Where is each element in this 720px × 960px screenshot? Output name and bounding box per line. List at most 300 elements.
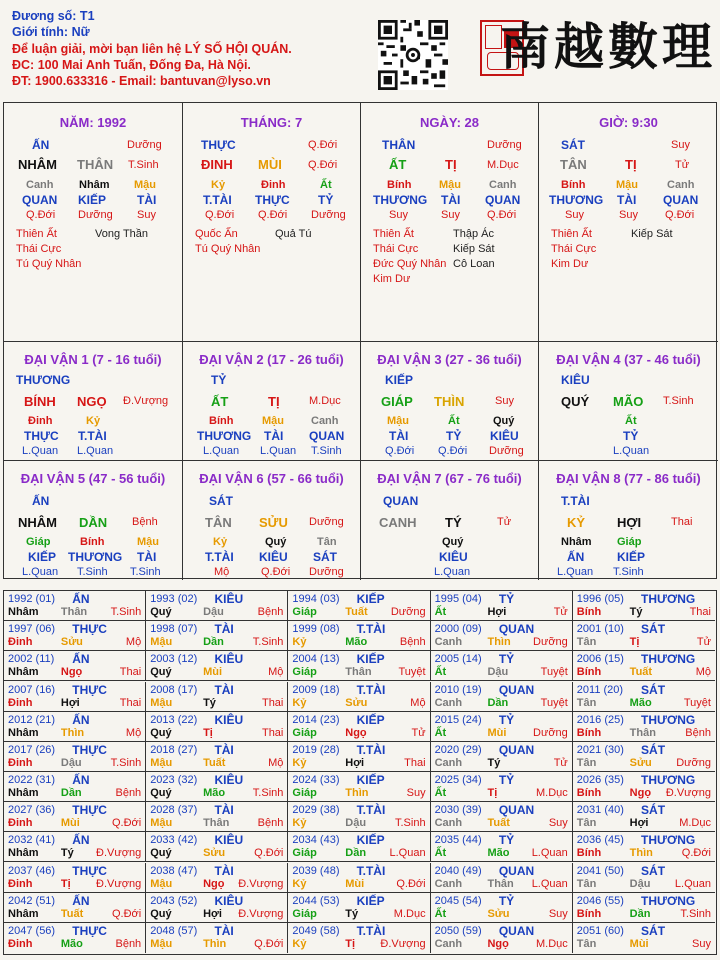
year-stem: Ất — [434, 787, 447, 799]
hidden-stage: Q.Đới — [258, 209, 288, 221]
year-ten-god: THỰC — [72, 863, 107, 878]
year-stage: T.Sinh — [252, 787, 284, 799]
year-cell — [146, 863, 288, 893]
pillar-stage: Dưỡng — [487, 139, 522, 151]
hidden-stage: L.Quan — [434, 566, 471, 578]
dai-van-5 — [4, 461, 183, 580]
dai-van-stem: BÍNH — [24, 394, 56, 409]
hidden-god: TÀI — [441, 193, 461, 207]
year-cell — [4, 621, 146, 651]
hidden-stage: Suy — [441, 209, 460, 221]
dai-van-stem: ẤT — [211, 394, 229, 409]
year-stage: L.Quan — [531, 847, 568, 860]
dai-van-branch: MÃO — [613, 394, 644, 409]
hidden-stage: Q.Đới — [665, 209, 695, 221]
hidden-god: THƯƠNG — [197, 429, 252, 443]
year-stem: Mậu — [150, 756, 173, 769]
year-label: 1992 (01) — [8, 593, 56, 605]
year-stage: T.Sinh — [680, 907, 711, 920]
yearly-luck-grid — [3, 590, 717, 955]
year-stem: Quý — [150, 666, 172, 679]
star-item: Vong Thần — [95, 228, 149, 240]
year-cell — [288, 591, 430, 621]
year-ten-god: THƯƠNG — [641, 893, 696, 908]
dai-van-branch: HỢI — [617, 515, 642, 530]
year-ten-god: KIẾP — [356, 773, 385, 787]
year-cell — [146, 893, 288, 923]
year-label: 2033 (42) — [150, 834, 198, 847]
year-ten-god: TÀI — [214, 742, 234, 757]
hidden-god: ẤN — [567, 550, 585, 564]
year-branch: Hợi — [60, 696, 80, 709]
year-stem: Giáp — [292, 787, 317, 799]
year-cell — [288, 832, 430, 862]
year-ten-god: THỰC — [72, 742, 107, 757]
year-branch: Tuất — [487, 817, 510, 830]
year-stem: Kỷ — [292, 937, 307, 950]
year-label: 2036 (45) — [576, 834, 624, 847]
year-stage: Dưỡng — [390, 606, 426, 618]
hidden-stage: L.Quan — [77, 445, 114, 457]
year-label: 2024 (33) — [292, 774, 340, 786]
year-stem: Kỷ — [292, 817, 307, 830]
hidden-stage: Mộ — [214, 566, 230, 578]
year-stage: Bệnh — [115, 787, 142, 799]
year-branch: Thìn — [203, 937, 227, 950]
dai-van-ten-god: T.TÀI — [561, 494, 590, 508]
year-ten-god: T.TÀI — [356, 803, 386, 818]
year-stem: Tân — [576, 756, 597, 769]
year-stage: Dưỡng — [533, 636, 568, 649]
year-branch: Tị — [629, 636, 640, 649]
year-ten-god: TỶ — [498, 773, 515, 787]
dai-van-title: ĐẠI VẬN 8 (77 - 86 tuổi) — [556, 471, 701, 486]
dai-van-title: ĐẠI VẬN 3 (27 - 36 tuổi) — [377, 352, 522, 367]
dai-van-stem: TÂN — [205, 515, 232, 530]
pillar-hour — [539, 103, 718, 342]
year-stage: Đ.Vượng — [380, 937, 426, 950]
hidden-stage: L.Quan — [613, 445, 650, 457]
year-ten-god: KIẾP — [356, 893, 385, 908]
star-item: Quả Tú — [275, 228, 312, 240]
year-stem: Canh — [434, 817, 463, 830]
pillar-year — [4, 103, 183, 342]
year-stage: M.Dục — [679, 817, 711, 830]
hidden-god: KIẾP — [28, 550, 57, 564]
hidden-stem: Canh — [26, 179, 54, 191]
hidden-stem: Mậu — [439, 179, 461, 191]
star-list-right — [95, 227, 148, 242]
year-branch: Tý — [203, 696, 216, 709]
year-stage: Mộ — [410, 696, 426, 709]
dai-van-title: ĐẠI VẬN 4 (37 - 46 tuổi) — [556, 352, 701, 367]
year-stage: M.Dục — [536, 787, 568, 799]
hidden-stem: Nhâm — [79, 179, 110, 191]
pillar-branch: TỊ — [625, 157, 637, 172]
hidden-stem: Tân — [317, 536, 337, 548]
year-stem: Nhâm — [8, 726, 39, 739]
year-branch: Dậu — [487, 666, 509, 679]
dai-van-branch: TỊ — [268, 394, 280, 409]
year-cell — [288, 772, 430, 802]
year-stem: Kỷ — [292, 696, 307, 709]
year-ten-god: TÀI — [214, 803, 234, 818]
year-stage: Thai — [404, 756, 426, 769]
year-stem: Mậu — [150, 877, 173, 890]
year-stage: Tuyệt — [398, 666, 426, 679]
hidden-god: KIÊU — [439, 550, 468, 564]
year-label: 2030 (39) — [434, 804, 482, 817]
pillar-title: THÁNG: 7 — [240, 115, 303, 130]
dai-van-branch: SỬU — [259, 515, 288, 530]
year-label: 2018 (27) — [150, 743, 198, 756]
year-stem: Bính — [576, 606, 602, 618]
dai-van-ten-god: SÁT — [209, 494, 233, 508]
year-branch: Tý — [629, 606, 643, 618]
dai-van-stem: GIÁP — [381, 394, 413, 409]
year-stem: Nhâm — [8, 907, 39, 920]
year-stage: Đ.Vượng — [238, 877, 284, 890]
year-stem: Kỷ — [292, 877, 307, 890]
year-branch: Dậu — [203, 606, 224, 618]
year-cell — [146, 651, 288, 681]
year-cell — [573, 621, 715, 651]
year-label: 2007 (16) — [8, 683, 56, 696]
year-stage: Thai — [261, 726, 284, 739]
year-label: 2031 (40) — [576, 804, 624, 817]
hidden-stem: Canh — [489, 179, 517, 191]
year-ten-god: QUAN — [498, 863, 535, 878]
year-ten-god: T.TÀI — [356, 622, 386, 637]
hidden-stage: L.Quan — [203, 445, 240, 457]
hidden-god: TỶ — [446, 429, 462, 443]
year-branch: Sửu — [345, 696, 368, 709]
year-branch: Ngọ — [203, 877, 225, 890]
year-branch: Dần — [345, 847, 367, 860]
header-line-person: Đương số: T1 — [12, 9, 95, 23]
year-cell — [288, 712, 430, 742]
dai-van-stem: KỶ — [567, 515, 586, 530]
year-branch: Thìn — [345, 787, 369, 799]
pillar-ten-god: THÂN — [382, 138, 416, 152]
hidden-god: SÁT — [313, 550, 337, 564]
star-item: Kim Dư — [551, 258, 589, 270]
year-stage: Tuyệt — [540, 696, 568, 709]
year-label: 2041 (50) — [576, 864, 624, 877]
qr-code-icon — [378, 20, 448, 90]
year-cell — [431, 772, 573, 802]
hidden-stem: Bính — [80, 536, 105, 548]
star-item: Đức Quý Nhân — [373, 258, 447, 270]
year-ten-god: ẤN — [72, 712, 90, 727]
year-cell — [146, 591, 288, 621]
year-label: 2028 (37) — [150, 804, 198, 817]
dai-van-ten-god: ẤN — [32, 494, 50, 508]
year-ten-god: THƯƠNG — [641, 592, 696, 606]
hidden-stage: Dưỡng — [489, 445, 524, 457]
hidden-stem: Kỷ — [86, 415, 101, 427]
year-branch: Tuất — [629, 666, 653, 679]
pillar-stem: ĐINH — [201, 157, 233, 172]
year-branch: Tị — [60, 877, 71, 890]
year-ten-god: THỰC — [72, 682, 107, 697]
star-item: Thiên Ất — [16, 228, 57, 240]
year-cell — [573, 591, 715, 621]
header-line-phone-email: ĐT: 1900.633316 - Email: bantuvan@lyso.vn — [12, 74, 271, 89]
year-ten-god: THỰC — [72, 622, 107, 637]
year-stem: Bính — [576, 666, 602, 679]
year-stage: L.Quan — [531, 877, 568, 890]
year-branch: Tuất — [203, 756, 226, 769]
hidden-god: THƯƠNG — [549, 193, 604, 207]
year-stage: Bệnh — [257, 817, 284, 830]
hidden-stem: Ất — [448, 415, 460, 427]
hidden-god: TÀI — [264, 429, 284, 443]
year-cell — [146, 742, 288, 772]
year-stem: Mậu — [150, 636, 173, 649]
year-cell — [431, 893, 573, 923]
year-branch: Sửu — [60, 636, 83, 649]
hidden-god: T.TÀI — [203, 193, 232, 207]
year-ten-god: QUAN — [498, 923, 535, 938]
year-stem: Tân — [576, 937, 597, 950]
brand-logo — [478, 14, 718, 84]
year-stage: Thai — [261, 696, 284, 709]
year-stage: Mộ — [125, 636, 142, 649]
year-stage: Suy — [406, 787, 426, 799]
year-ten-god: T.TÀI — [356, 923, 386, 938]
year-label: 2026 (35) — [576, 774, 624, 786]
dai-van-title: ĐẠI VẬN 7 (67 - 76 tuổi) — [377, 471, 522, 486]
year-ten-god: SÁT — [641, 923, 666, 938]
year-ten-god: TỶ — [498, 712, 515, 727]
year-branch: Mùi — [487, 726, 507, 739]
star-item: Thiên Ất — [551, 228, 592, 240]
hidden-god: THƯƠNG — [68, 550, 123, 564]
year-stem: Tân — [576, 877, 597, 890]
year-stage: Q.Đới — [396, 877, 426, 890]
pillar-stem: ẤT — [389, 157, 407, 172]
year-cell — [4, 682, 146, 712]
year-branch: Hợi — [487, 606, 507, 618]
hidden-god: KIÊU — [259, 550, 288, 564]
hidden-stem: Giáp — [26, 536, 51, 548]
hidden-stem: Đinh — [28, 415, 53, 427]
header-line-gender: Giới tính: Nữ — [12, 25, 90, 40]
year-stage: Tử — [553, 606, 568, 618]
hidden-god: KIẾP — [617, 550, 646, 564]
year-branch: Ngọ — [487, 937, 509, 950]
hidden-stage: Q.Đới — [261, 566, 291, 578]
star-item: Thập Ác — [453, 228, 494, 240]
year-ten-god: KIẾP — [356, 652, 385, 667]
dai-van-branch: NGỌ — [77, 394, 107, 409]
year-branch: Tị — [203, 726, 213, 739]
star-item: Quốc Ấn — [195, 228, 238, 240]
hidden-stem: Quý — [442, 536, 464, 548]
year-label: 2008 (17) — [150, 683, 198, 696]
header-info — [12, 8, 292, 89]
year-cell — [431, 682, 573, 712]
year-cell — [573, 682, 715, 712]
year-branch: Thìn — [629, 847, 653, 860]
year-stem: Giáp — [292, 726, 317, 739]
hidden-god: TÀI — [389, 429, 409, 443]
year-stem: Đinh — [8, 696, 33, 709]
year-cell — [146, 712, 288, 742]
year-label: 2039 (48) — [292, 864, 340, 877]
year-label: 1994 (03) — [292, 593, 340, 605]
year-branch: Tý — [60, 847, 74, 860]
year-label: 1995 (04) — [434, 593, 482, 605]
year-cell — [431, 923, 573, 953]
year-stage: Thai — [119, 696, 142, 709]
star-list-right — [453, 227, 495, 272]
dai-van-title: ĐẠI VẬN 2 (17 - 26 tuổi) — [199, 352, 344, 367]
year-stem: Quý — [150, 847, 172, 860]
dai-van-ten-god: TỶ — [211, 373, 227, 387]
year-cell — [288, 651, 430, 681]
star-list-left — [373, 227, 446, 287]
hidden-stem: Bính — [387, 179, 412, 191]
year-stem: Canh — [434, 696, 463, 709]
year-branch: Thân — [345, 666, 372, 679]
year-label: 2050 (59) — [434, 924, 482, 937]
year-label: 2040 (49) — [434, 864, 482, 877]
year-cell — [4, 893, 146, 923]
year-ten-god: KIÊU — [214, 652, 244, 667]
year-stage: Bệnh — [399, 636, 426, 649]
year-cell — [4, 863, 146, 893]
star-item: Kim Dư — [373, 273, 411, 285]
star-list-right — [275, 227, 312, 242]
year-ten-god: THƯƠNG — [641, 833, 696, 848]
year-stem: Đinh — [8, 937, 33, 950]
year-cell — [4, 712, 146, 742]
hidden-stem: Bính — [561, 179, 586, 191]
year-branch: Tuất — [60, 907, 84, 920]
year-branch: Mão — [203, 787, 226, 799]
pillar-branch-stage: M.Dục — [487, 159, 519, 171]
hidden-stem: Canh — [667, 179, 695, 191]
year-stage: Tuyệt — [540, 666, 568, 679]
hidden-stage: T.Sinh — [311, 445, 342, 457]
year-cell — [288, 682, 430, 712]
year-label: 1998 (07) — [150, 623, 198, 636]
year-stem: Quý — [150, 907, 172, 920]
dai-van-ten-god: KIÊU — [561, 373, 590, 387]
year-label: 1997 (06) — [8, 623, 56, 636]
star-list-left — [551, 227, 596, 272]
year-ten-god: KIÊU — [214, 773, 244, 787]
hidden-god: TỶ — [623, 429, 639, 443]
pillar-stem: TÂN — [560, 157, 587, 172]
hidden-god: QUAN — [663, 193, 699, 207]
year-stage: T.Sinh — [110, 756, 142, 769]
year-label: 2003 (12) — [150, 653, 198, 666]
year-ten-god: SÁT — [641, 742, 666, 757]
year-stem: Đinh — [8, 756, 33, 769]
hidden-stem: Mậu — [137, 536, 159, 548]
dai-van-stem: QUÝ — [561, 394, 590, 409]
year-label: 2023 (32) — [150, 774, 198, 786]
year-stem: Canh — [434, 636, 463, 649]
year-stem: Quý — [150, 787, 172, 799]
year-label: 2004 (13) — [292, 653, 340, 666]
star-item: Kiếp Sát — [453, 243, 495, 255]
year-stage: Tử — [553, 756, 568, 769]
year-stage: T.Sinh — [395, 817, 426, 830]
dai-van-branch: TÝ — [445, 515, 462, 530]
year-stem: Kỷ — [292, 756, 307, 769]
year-cell — [146, 832, 288, 862]
hidden-god: KIÊU — [490, 429, 519, 443]
year-ten-god: THỰC — [72, 803, 107, 818]
year-stage: Đ.Vượng — [238, 907, 284, 920]
year-stem: Nhâm — [8, 666, 39, 679]
year-stem: Ất — [434, 666, 447, 679]
year-stage: Tử — [696, 636, 711, 649]
year-cell — [573, 772, 715, 802]
year-ten-god: KIÊU — [214, 893, 244, 908]
year-label: 2013 (22) — [150, 713, 198, 726]
year-label: 2009 (18) — [292, 683, 340, 696]
year-cell — [146, 923, 288, 953]
year-branch: Tuất — [345, 606, 368, 618]
year-stage: Suy — [692, 937, 711, 950]
pillar-branch-stage: T.Sinh — [128, 159, 159, 171]
year-stage: Đ.Vượng — [96, 877, 142, 890]
dai-van-2 — [183, 342, 361, 461]
year-stem: Mậu — [150, 937, 173, 950]
hidden-god: TÀI — [137, 193, 157, 207]
year-ten-god: KIẾP — [356, 592, 385, 606]
year-stem: Bính — [576, 726, 602, 739]
hidden-stage: L.Quan — [557, 566, 594, 578]
year-label: 2021 (30) — [576, 743, 624, 756]
year-stage: Mộ — [125, 726, 142, 739]
year-ten-god: TỶ — [498, 833, 515, 848]
year-label: 2042 (51) — [8, 894, 56, 907]
year-stage: Dưỡng — [676, 756, 711, 769]
year-ten-god: ẤN — [72, 652, 90, 667]
year-cell — [4, 802, 146, 832]
year-label: 2045 (54) — [434, 894, 482, 907]
hidden-stem: Mậu — [262, 415, 284, 427]
year-branch: Sửu — [487, 907, 510, 920]
pillar-ten-god: ẤN — [32, 138, 50, 152]
dai-van-1 — [4, 342, 183, 461]
year-ten-god: SÁT — [641, 682, 666, 697]
year-ten-god: SÁT — [641, 863, 666, 878]
star-item: Cô Loan — [453, 258, 495, 270]
dai-van-stem: NHÂM — [18, 515, 57, 530]
hidden-stage: Q.Đới — [438, 445, 468, 457]
hidden-stem: Canh — [311, 415, 339, 427]
hidden-stage: Q.Đới — [205, 209, 235, 221]
year-ten-god: KIÊU — [214, 833, 244, 848]
year-stage: Bệnh — [115, 937, 142, 950]
year-branch: Dần — [487, 696, 509, 709]
year-stage: Dưỡng — [533, 726, 568, 739]
year-ten-god: T.TÀI — [356, 863, 386, 878]
hidden-stage: Dưỡng — [311, 209, 346, 221]
hidden-god: QUAN — [309, 429, 345, 443]
year-label: 2049 (58) — [292, 924, 340, 937]
year-stage: Bệnh — [685, 726, 711, 739]
year-label: 1996 (05) — [576, 593, 624, 605]
hidden-stage: T.Sinh — [77, 566, 108, 578]
